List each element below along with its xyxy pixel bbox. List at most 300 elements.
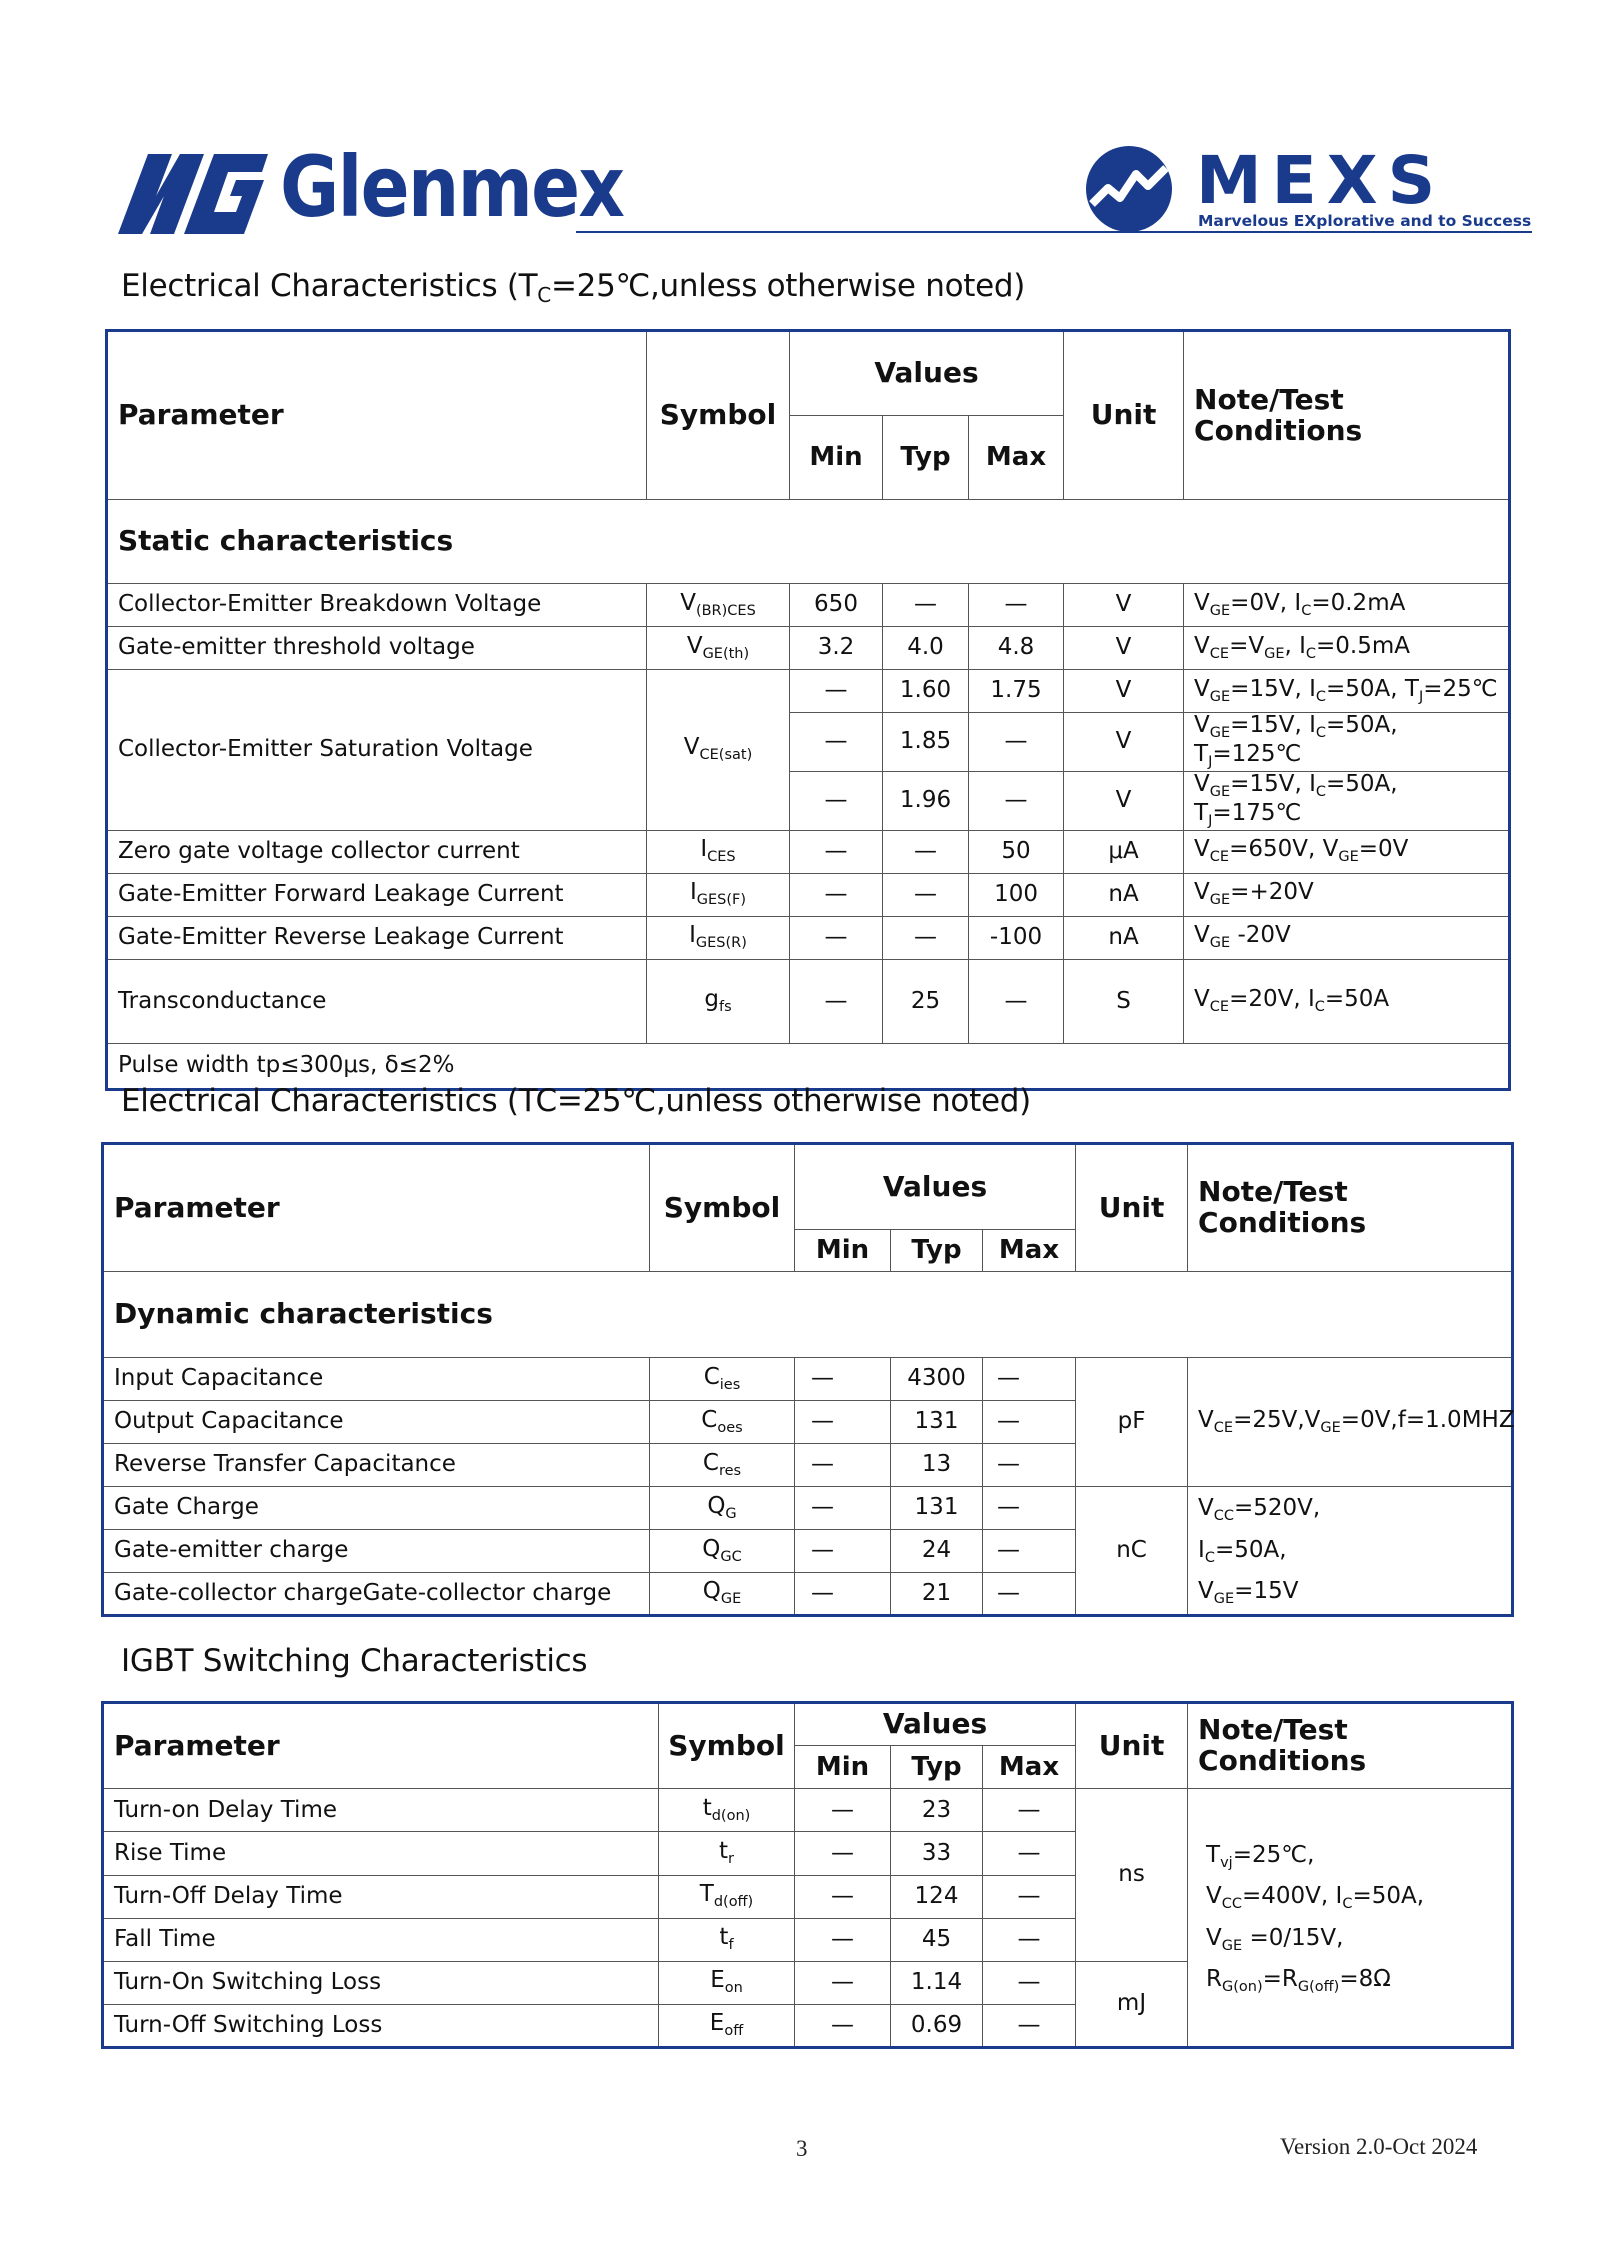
note-text: V bbox=[1194, 675, 1210, 702]
note-text: V bbox=[1206, 1924, 1222, 1951]
symbol-text: t bbox=[719, 1924, 729, 1951]
header-unit: Unit bbox=[1064, 331, 1184, 500]
typ-cell: 1.85 bbox=[883, 713, 969, 772]
table-row bbox=[107, 670, 1510, 713]
switching-characteristics-table bbox=[101, 1701, 1514, 2049]
parameter-cell: Gate-Emitter Reverse Leakage Current bbox=[107, 916, 647, 959]
note-text: , I bbox=[1284, 632, 1306, 659]
symbol-cell bbox=[647, 584, 790, 627]
min-cell: — bbox=[795, 1832, 891, 1875]
parameter-cell: Gate-emitter charge bbox=[103, 1530, 650, 1573]
note-subscript: GE bbox=[1209, 725, 1231, 741]
note-cell bbox=[1184, 959, 1510, 1043]
symbol-subscript: f bbox=[728, 1937, 734, 1954]
note-cell bbox=[1188, 1789, 1513, 2048]
note-subscript: C bbox=[1315, 725, 1326, 741]
dynamic-characteristics-table bbox=[101, 1142, 1514, 1617]
symbol-text: C bbox=[702, 1449, 719, 1476]
symbol-text: t bbox=[719, 1837, 729, 1864]
table-row bbox=[103, 1789, 1513, 1832]
min-cell: — bbox=[795, 1444, 891, 1487]
symbol-cell bbox=[650, 1573, 795, 1616]
symbol-cell bbox=[650, 1401, 795, 1444]
symbol-subscript: CE(sat) bbox=[699, 747, 753, 764]
note-subscript: C bbox=[1204, 1549, 1215, 1566]
header-max: Max bbox=[983, 1746, 1076, 1789]
unit-cell: V bbox=[1064, 713, 1184, 772]
symbol-cell bbox=[647, 959, 790, 1043]
note-text: =25V,V bbox=[1233, 1406, 1321, 1433]
unit-cell: V bbox=[1064, 584, 1184, 627]
table-row bbox=[107, 873, 1510, 916]
max-cell: — bbox=[969, 584, 1064, 627]
note-line bbox=[1198, 1571, 1501, 1612]
symbol-text: V bbox=[683, 734, 700, 761]
note-text: =0/15V, bbox=[1242, 1924, 1344, 1951]
note-subscript: CE bbox=[1209, 849, 1230, 866]
note-text: V bbox=[1206, 1883, 1222, 1910]
min-cell: — bbox=[790, 670, 883, 713]
typ-cell: — bbox=[883, 584, 969, 627]
symbol-subscript: G bbox=[725, 1505, 737, 1522]
unit-cell: nA bbox=[1064, 873, 1184, 916]
note-cell bbox=[1184, 584, 1510, 627]
note-subscript: C bbox=[1305, 645, 1317, 662]
note-cell bbox=[1184, 916, 1510, 959]
note-subscript: C bbox=[1342, 1896, 1353, 1913]
note-text: V bbox=[1194, 589, 1210, 616]
note-text: =50A bbox=[1324, 985, 1390, 1012]
note-text: =V bbox=[1229, 632, 1265, 659]
header-values: Values bbox=[790, 331, 1064, 416]
symbol-text: C bbox=[703, 1363, 720, 1390]
symbol-subscript: oes bbox=[717, 1419, 743, 1436]
unit-cell: pF bbox=[1076, 1358, 1188, 1487]
note-text: =8Ω bbox=[1339, 1966, 1391, 1992]
min-cell: — bbox=[795, 1789, 891, 1832]
note-subscript: J bbox=[1418, 688, 1424, 705]
note-subscript: vj bbox=[1220, 1854, 1233, 1871]
max-cell: — bbox=[983, 1961, 1076, 2004]
note-text: V bbox=[1194, 712, 1210, 738]
note-subscript: GE bbox=[1209, 783, 1231, 800]
unit-cell: mJ bbox=[1076, 1961, 1188, 2047]
max-cell: — bbox=[983, 1918, 1076, 1961]
symbol-subscript: CES bbox=[707, 849, 736, 866]
typ-cell: 24 bbox=[891, 1530, 983, 1573]
symbol-text: E bbox=[710, 1967, 725, 1994]
note-text: =50A, T bbox=[1194, 770, 1398, 826]
parameter-cell: Gate-Emitter Forward Leakage Current bbox=[107, 873, 647, 916]
max-cell: — bbox=[983, 2004, 1076, 2047]
header-parameter: Parameter bbox=[103, 1703, 659, 1789]
header-row bbox=[103, 1144, 1513, 1230]
parameter-cell: Collector-Emitter Saturation Voltage bbox=[107, 670, 647, 831]
max-cell: — bbox=[969, 771, 1064, 830]
mexs-tagline: Marvelous EXplorative and to Success bbox=[1198, 212, 1532, 230]
header-typ: Typ bbox=[883, 416, 969, 500]
unit-cell: V bbox=[1064, 627, 1184, 670]
typ-cell: 1.14 bbox=[891, 1961, 983, 2004]
header-typ: Typ bbox=[891, 1230, 983, 1272]
symbol-subscript: d(on) bbox=[711, 1807, 751, 1824]
min-cell: — bbox=[795, 1961, 891, 2004]
unit-cell: V bbox=[1064, 771, 1184, 830]
parameter-cell: Gate Charge bbox=[103, 1487, 650, 1530]
min-cell: — bbox=[795, 1487, 891, 1530]
typ-cell: 13 bbox=[891, 1444, 983, 1487]
note-text: T bbox=[1206, 1841, 1221, 1868]
typ-cell: 23 bbox=[891, 1789, 983, 1832]
min-cell: — bbox=[790, 873, 883, 916]
header-note: Note/Test Conditions bbox=[1184, 331, 1510, 500]
note-text: =650V, V bbox=[1229, 836, 1339, 863]
min-cell: — bbox=[790, 959, 883, 1043]
header-symbol: Symbol bbox=[650, 1144, 795, 1272]
min-cell: 650 bbox=[790, 584, 883, 627]
symbol-subscript: (BR)CES bbox=[695, 602, 756, 619]
symbol-cell bbox=[647, 830, 790, 873]
typ-cell: 1.60 bbox=[883, 670, 969, 713]
header-min: Min bbox=[795, 1746, 891, 1789]
min-cell: — bbox=[795, 1530, 891, 1573]
symbol-text: C bbox=[701, 1406, 718, 1433]
table-row bbox=[107, 830, 1510, 873]
unit-cell: V bbox=[1064, 670, 1184, 713]
note-text: =15V, I bbox=[1230, 712, 1316, 738]
note-text: V bbox=[1194, 632, 1210, 659]
note-subscript: G(on) bbox=[1222, 1979, 1263, 1995]
note-text: I bbox=[1198, 1536, 1205, 1563]
note-subscript: GE bbox=[1209, 892, 1231, 909]
mexs-wordmark: MEXS bbox=[1196, 142, 1446, 219]
category-label: Dynamic characteristics bbox=[103, 1272, 1513, 1358]
parameter-cell: Turn-on Delay Time bbox=[103, 1789, 659, 1832]
symbol-subscript: GE bbox=[720, 1591, 742, 1608]
min-cell: — bbox=[790, 830, 883, 873]
note-subscript: J bbox=[1208, 753, 1213, 770]
symbol-subscript: res bbox=[718, 1462, 742, 1479]
note-cell bbox=[1184, 713, 1510, 772]
header-symbol: Symbol bbox=[647, 331, 790, 500]
note-cell bbox=[1184, 873, 1510, 916]
note-line bbox=[1206, 1959, 1501, 2000]
version-label: Version 2.0-Oct 2024 bbox=[1280, 2134, 1478, 2159]
parameter-cell: Fall Time bbox=[103, 1918, 659, 1961]
max-cell: — bbox=[969, 959, 1064, 1043]
section-title-switching: IGBT Switching Characteristics bbox=[121, 1643, 588, 1679]
parameter-cell: Turn-On Switching Loss bbox=[103, 1961, 659, 2004]
unit-cell: μA bbox=[1064, 830, 1184, 873]
note-subscript: GE bbox=[1338, 849, 1359, 866]
parameter-cell: Turn-Off Delay Time bbox=[103, 1875, 659, 1918]
parameter-cell: Gate-emitter threshold voltage bbox=[107, 627, 647, 670]
symbol-cell bbox=[647, 627, 790, 670]
min-cell: — bbox=[795, 2004, 891, 2047]
typ-cell: — bbox=[883, 916, 969, 959]
symbol-text: Q bbox=[707, 1492, 726, 1519]
table-row bbox=[103, 1358, 1513, 1401]
typ-cell: 33 bbox=[891, 1832, 983, 1875]
note-text: V bbox=[1194, 922, 1210, 949]
typ-cell: 0.69 bbox=[891, 2004, 983, 2047]
max-cell: 4.8 bbox=[969, 627, 1064, 670]
note-subscript: GE bbox=[1320, 1419, 1341, 1436]
note-line bbox=[1206, 1835, 1501, 1876]
min-cell: — bbox=[795, 1875, 891, 1918]
parameter-cell: Turn-Off Switching Loss bbox=[103, 2004, 659, 2047]
min-cell: 3.2 bbox=[790, 627, 883, 670]
symbol-cell bbox=[659, 1832, 795, 1875]
header-values: Values bbox=[795, 1703, 1076, 1746]
glenmex-mark-icon bbox=[118, 150, 268, 236]
symbol-cell bbox=[650, 1530, 795, 1573]
header-typ: Typ bbox=[891, 1746, 983, 1789]
symbol-subscript: GES(F) bbox=[696, 892, 747, 909]
note-text: =175℃ bbox=[1212, 799, 1302, 826]
header-unit: Unit bbox=[1076, 1144, 1188, 1272]
min-cell: — bbox=[795, 1401, 891, 1444]
note-text: =15V bbox=[1234, 1578, 1299, 1605]
symbol-cell bbox=[647, 670, 790, 831]
typ-cell: 25 bbox=[883, 959, 969, 1043]
symbol-text: I bbox=[689, 922, 696, 949]
note-text: V bbox=[1194, 879, 1210, 906]
header-unit: Unit bbox=[1076, 1703, 1188, 1789]
header-parameter: Parameter bbox=[103, 1144, 650, 1272]
symbol-cell bbox=[650, 1444, 795, 1487]
static-characteristics-table bbox=[105, 329, 1511, 1091]
note-text: =0.2mA bbox=[1311, 589, 1406, 616]
max-cell: — bbox=[983, 1530, 1076, 1573]
symbol-cell bbox=[659, 1961, 795, 2004]
note-text: =520V, bbox=[1234, 1495, 1321, 1522]
min-cell: — bbox=[795, 1918, 891, 1961]
header-max: Max bbox=[969, 416, 1064, 500]
note-subscript: G(off) bbox=[1297, 1979, 1340, 1995]
max-cell: — bbox=[983, 1789, 1076, 1832]
note-subscript: GE bbox=[1213, 1591, 1235, 1608]
header-row bbox=[107, 331, 1510, 416]
table-row bbox=[107, 584, 1510, 627]
note-subscript: GE bbox=[1209, 688, 1231, 705]
symbol-text: E bbox=[709, 2009, 725, 2036]
mexs-logo bbox=[1086, 142, 1534, 236]
max-cell: — bbox=[983, 1875, 1076, 1918]
header-note: Note/Test Conditions bbox=[1188, 1703, 1513, 1789]
note-text: =+20V bbox=[1230, 879, 1314, 906]
note-text: =125℃ bbox=[1212, 740, 1302, 767]
parameter-cell: Collector-Emitter Breakdown Voltage bbox=[107, 584, 647, 627]
note-subscript: CC bbox=[1221, 1896, 1243, 1913]
note-text: =0V bbox=[1358, 836, 1409, 863]
min-cell: — bbox=[795, 1573, 891, 1616]
typ-cell: 4.0 bbox=[883, 627, 969, 670]
note-subscript: GE bbox=[1209, 602, 1231, 619]
category-label: Static characteristics bbox=[107, 500, 1510, 584]
min-cell: — bbox=[790, 771, 883, 830]
table-row bbox=[103, 1487, 1513, 1530]
unit-cell: nA bbox=[1064, 916, 1184, 959]
section-title-static: Electrical Characteristics ($T_C=25℃,unless$ otherwise noted) bbox=[121, 268, 1026, 307]
note-text: =50A, bbox=[1352, 1883, 1425, 1910]
typ-cell: — bbox=[883, 830, 969, 873]
max-cell: 50 bbox=[969, 830, 1064, 873]
note-text: R bbox=[1206, 1966, 1223, 1992]
note-subscript: CE bbox=[1213, 1419, 1234, 1436]
max-cell: — bbox=[983, 1358, 1076, 1401]
mexs-circle-icon bbox=[1086, 146, 1172, 232]
symbol-subscript: GE(th) bbox=[702, 645, 750, 662]
note-text: =15V, I bbox=[1230, 770, 1316, 797]
symbol-text: Q bbox=[702, 1578, 721, 1605]
note-subscript: C bbox=[1315, 688, 1326, 705]
note-text: V bbox=[1198, 1495, 1214, 1522]
table-row bbox=[107, 916, 1510, 959]
symbol-subscript: off bbox=[724, 2022, 744, 2039]
typ-cell: 21 bbox=[891, 1573, 983, 1616]
max-cell: 1.75 bbox=[969, 670, 1064, 713]
note-text: V bbox=[1194, 836, 1210, 863]
parameter-cell: Gate-collector chargeGate-collector charge bbox=[103, 1573, 650, 1616]
max-cell: — bbox=[983, 1487, 1076, 1530]
note-text: =20V, I bbox=[1229, 985, 1315, 1012]
symbol-subscript: on bbox=[724, 1980, 743, 1997]
symbol-text: V bbox=[680, 589, 696, 616]
max-cell: 100 bbox=[969, 873, 1064, 916]
note-text: =25℃ bbox=[1423, 675, 1498, 702]
note-subscript: C bbox=[1315, 783, 1326, 800]
symbol-subscript: r bbox=[728, 1850, 734, 1867]
unit-cell: ns bbox=[1076, 1789, 1188, 1962]
symbol-text: Q bbox=[702, 1535, 721, 1562]
symbol-cell bbox=[650, 1487, 795, 1530]
note-text: =400V, I bbox=[1242, 1883, 1343, 1910]
min-cell: — bbox=[795, 1358, 891, 1401]
note-text: V bbox=[1198, 1578, 1214, 1605]
header-symbol: Symbol bbox=[659, 1703, 795, 1789]
symbol-text: T bbox=[699, 1881, 714, 1908]
min-cell: — bbox=[790, 713, 883, 772]
table-row bbox=[107, 959, 1510, 1043]
note-text: =15V, I bbox=[1230, 675, 1316, 702]
note-text: V bbox=[1194, 770, 1210, 797]
page-number: 3 bbox=[796, 2136, 808, 2161]
symbol-subscript: d(off) bbox=[713, 1894, 754, 1911]
min-cell: — bbox=[790, 916, 883, 959]
note-line bbox=[1198, 1488, 1501, 1529]
parameter-cell: Transconductance bbox=[107, 959, 647, 1043]
note-text: -20V bbox=[1230, 922, 1291, 949]
note-text: =25℃, bbox=[1232, 1841, 1315, 1868]
typ-cell: 4300 bbox=[891, 1358, 983, 1401]
max-cell: — bbox=[983, 1401, 1076, 1444]
symbol-cell bbox=[659, 2004, 795, 2047]
symbol-text: t bbox=[702, 1794, 712, 1821]
note-text: V bbox=[1194, 985, 1210, 1012]
typ-cell: 1.96 bbox=[883, 771, 969, 830]
symbol-cell bbox=[650, 1358, 795, 1401]
note-subscript: CE bbox=[1209, 998, 1230, 1015]
symbol-cell bbox=[647, 873, 790, 916]
note-cell bbox=[1184, 670, 1510, 713]
symbol-subscript: GC bbox=[720, 1548, 742, 1565]
unit-cell: S bbox=[1064, 959, 1184, 1043]
header-values: Values bbox=[795, 1144, 1076, 1230]
max-cell: — bbox=[983, 1444, 1076, 1487]
note-subscript: CC bbox=[1213, 1508, 1235, 1525]
max-cell: — bbox=[983, 1573, 1076, 1616]
category-row bbox=[107, 500, 1510, 584]
header-min: Min bbox=[790, 416, 883, 500]
note-cell bbox=[1188, 1358, 1513, 1487]
max-cell: — bbox=[983, 1832, 1076, 1875]
typ-cell: — bbox=[883, 873, 969, 916]
parameter-cell: Input Capacitance bbox=[103, 1358, 650, 1401]
header-min: Min bbox=[795, 1230, 891, 1272]
note-cell bbox=[1184, 627, 1510, 670]
typ-cell: 124 bbox=[891, 1875, 983, 1918]
symbol-subscript: GES(R) bbox=[695, 935, 747, 952]
symbol-subscript: ies bbox=[719, 1376, 741, 1393]
header-parameter: Parameter bbox=[107, 331, 647, 500]
note-subscript: GE bbox=[1209, 935, 1231, 952]
note-subscript: J bbox=[1208, 812, 1213, 829]
note-cell bbox=[1188, 1487, 1513, 1616]
max-cell: -100 bbox=[969, 916, 1064, 959]
symbol-subscript: fs bbox=[718, 998, 732, 1015]
section-title-dynamic: Electrical Characteristics (TC=25℃,unless otherwise noted) bbox=[121, 1083, 1031, 1119]
note-text: =50A, T bbox=[1325, 675, 1419, 702]
parameter-cell: Reverse Transfer Capacitance bbox=[103, 1444, 650, 1487]
symbol-cell bbox=[659, 1918, 795, 1961]
note-text: =R bbox=[1262, 1966, 1298, 1992]
symbol-cell bbox=[647, 916, 790, 959]
note-subscript: GE bbox=[1221, 1937, 1243, 1954]
category-row bbox=[103, 1272, 1513, 1358]
symbol-text: g bbox=[704, 985, 719, 1012]
typ-cell: 131 bbox=[891, 1487, 983, 1530]
note-cell bbox=[1184, 771, 1510, 830]
note-subscript: C bbox=[1314, 998, 1325, 1015]
typ-cell: 45 bbox=[891, 1918, 983, 1961]
note-text: =0V,f=1.0MHZ bbox=[1340, 1406, 1515, 1433]
note-line bbox=[1198, 1530, 1501, 1571]
note-subscript: CE bbox=[1209, 645, 1230, 662]
symbol-text: V bbox=[686, 632, 703, 659]
glenmex-logo bbox=[118, 138, 624, 240]
glenmex-wordmark: Glenmex bbox=[280, 138, 624, 236]
note-cell bbox=[1184, 830, 1510, 873]
header-max: Max bbox=[983, 1230, 1076, 1272]
symbol-text: I bbox=[689, 879, 697, 906]
symbol-cell bbox=[659, 1789, 795, 1832]
symbol-text: I bbox=[700, 836, 708, 863]
parameter-cell: Rise Time bbox=[103, 1832, 659, 1875]
typ-cell: 131 bbox=[891, 1401, 983, 1444]
unit-cell: nC bbox=[1076, 1487, 1188, 1616]
note-text: =50A, T bbox=[1194, 712, 1398, 767]
footnote-cell: Pulse width tp≤300μs, δ≤2% bbox=[107, 1043, 1510, 1089]
max-cell: — bbox=[969, 713, 1064, 772]
note-text: =0.5mA bbox=[1316, 632, 1411, 659]
note-subscript: C bbox=[1301, 602, 1312, 619]
note-line bbox=[1206, 1876, 1501, 1917]
note-text: =50A, bbox=[1214, 1536, 1287, 1563]
parameter-cell: Zero gate voltage collector current bbox=[107, 830, 647, 873]
parameter-cell: Output Capacitance bbox=[103, 1401, 650, 1444]
note-text: =0V, I bbox=[1230, 589, 1302, 616]
